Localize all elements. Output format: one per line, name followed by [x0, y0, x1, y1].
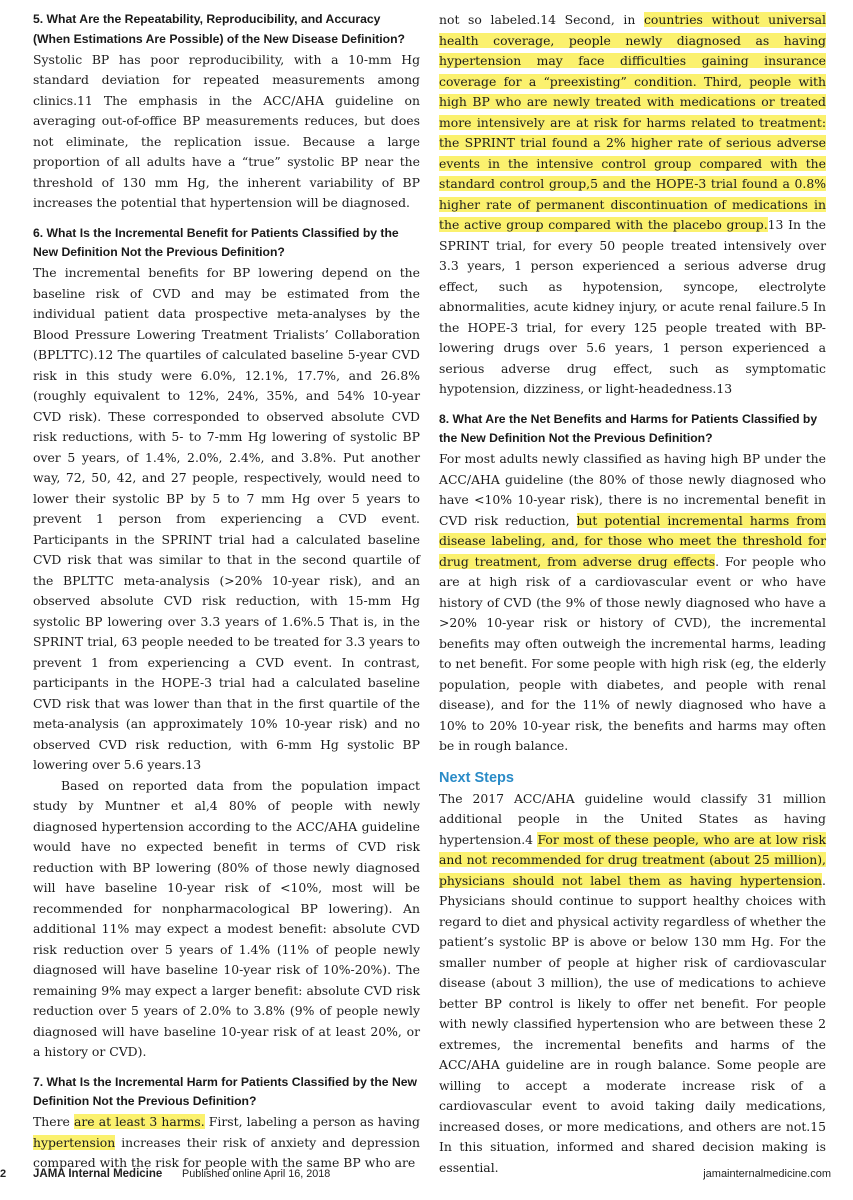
- highlight-coverage-harms: countries without universal health coverage, people newly diagnosed as having hypertension may face difficulties gaining insurance coverage for a “preexisting” condition. Third, people with high BP who are newly treated with medications or treated more intensively are at risk for harms related to treatment: the SPRINT trial found a 2% higher rate of serious adverse events in the intensive control group compared with the standard control group,5 and the HOPE-3 trial found a 0.8% higher rate of permanent discontinuation of medications in the active group compared with the placebo group.: [439, 12, 826, 232]
- section-8-text-a: For most adults newly classified as having high BP under the ACC/AHA guideline (the 80% of those newly diagnosed who have <10% 10-year risk), there is no incremental benefit in CVD risk reduction,: [439, 451, 826, 528]
- section-6-paragraph-2: Based on reported data from the population impact study by Muntner et al,4 80% of people with newly diagnosed hypertension according to the ACC/AHA guideline would have no expected benefit in terms of CVD risk reduction with BP lowering (80% of those newly diagnosed will have baseline 10-year risk of <10%, most will be recommended for nonpharmacological BP lowering). An additional 11% may expect a modest benefit: absolute CVD risk reduction over 5 years of 1.4% (11% of people newly diagnosed will have baseline 10-year risk of 10%-20%). The remaining 9% may expect a larger benefit: absolute CVD risk reduction over 5 years of 2.0% to 3.8% (9% of people newly diagnosed will have baseline 10-year risk of at least 20%, or a history or CVD).: [33, 777, 420, 1060]
- publication-date: Published online April 16, 2018: [182, 1168, 331, 1180]
- section-7-cont-b: 13 In the SPRINT trial, for every 50 people treated intensively over 3.3 years, 1 person experienced a serious adverse drug effect, such as hypotension, syncope, electrolyte abnormalities, acute kidney injury, or acute renal failure.5 In the HOPE-3 trial, for every 125 people treated with BP-lowering drugs over 5.6 years, 1 person experienced a serious adverse drug effect, such as symptomatic hypotension, dizziness, or light-headedness.13: [439, 217, 827, 396]
- section-7-heading: 7. What Is the Incremental Harm for Patients Classified by the New Definition Not the Previous Definition?: [33, 1074, 418, 1109]
- next-steps-text: [439, 789, 826, 1179]
- section-6-heading: 6. What Is the Incremental Benefit for Patients Classified by the New Definition Not the Previous Definition?: [33, 225, 399, 260]
- journal-website: jamainternalmedicine.com: [703, 1168, 831, 1180]
- section-7-continued: [439, 10, 826, 400]
- right-column: [439, 10, 826, 1178]
- journal-name: JAMA Internal Medicine: [33, 1168, 163, 1180]
- next-steps-heading: Next Steps: [439, 769, 514, 786]
- highlight-harms: are at least 3 harms.: [73, 1114, 205, 1130]
- section-7-cont-a: not so labeled.14 Second, in: [439, 12, 644, 27]
- section-7-text-b: First, labeling a person as having: [204, 1114, 420, 1130]
- highlight-hypertension: hypertension: [33, 1134, 116, 1150]
- section-8-heading: 8. What Are the Net Benefits and Harms for Patients Classified by the New Definition Not the Previous Definition?: [439, 411, 818, 446]
- next-steps-text-a: The 2017 ACC/AHA guideline would classify 31 million additional people in the United States as having hypertension.4: [439, 790, 826, 847]
- section-7-text: [33, 1112, 420, 1174]
- next-steps-text-b: . Physicians should continue to support healthy choices with regard to diet and physical activity regardless of whether the patient’s systolic BP is above or below 130 mm Hg. For the smaller number of people at higher risk of cardiovascular disease (about 3 million), the use of medications to achieve better BP control is likely to offer net benefit. For people with newly classified hypertension who are between these 2 extremes, the incremental benefits and harms of the ACC/AHA guideline are in rough balance. Some people are willing to accept a moderate increase risk of a cardiovascular event to avoid taking daily medications, increased doses, or more medications, and others are not.15 In this situation, informed and shared decision making is essential.: [439, 872, 826, 1175]
- highlight-do-not-label: For most of these people, who are at low risk and not recommended for drug treatment (about 25 million), physicians should not label them as having hypertension: [439, 831, 826, 888]
- left-column: [33, 10, 420, 1174]
- page-footer: [0, 1168, 853, 1188]
- page-number: 2: [0, 1168, 7, 1180]
- section-8-text-b: . For people who are at high risk of a cardiovascular event or who have history of CVD (the 9% of those newly diagnosed who have a >20% 10-year risk or history of CVD), the incremental benefits may often outweigh the incremental harms, leading to net benefit. For some people with high risk (eg, the elderly population, people with diabetes, and people with renal disease), and for the 11% of newly diagnosed who have a 10% to 20% 10-year risk, the benefits and harms may often be in rough balance.: [439, 553, 826, 754]
- section-7-text-c: increases their risk of anxiety and depression compared with the risk for people with the same BP who are: [33, 1134, 420, 1171]
- section-8-text: [439, 449, 826, 757]
- section-5-heading: 5. What Are the Repeatability, Reproducibility, and Accuracy (When Estimations Are Possible) of the New Disease Definition?: [33, 12, 406, 46]
- section-6-paragraph-1: The incremental benefits for BP lowering depend on the baseline risk of CVD and may be estimated from the individual patient data prospective meta-analyses by the Blood Pressure Lowering Treatment Trialists’ Collaboration (BPLTTC).12 The quartiles of calculated baseline 5-year CVD risk in this study were 6.0%, 12.1%, 17.7%, and 26.8% (roughly equivalent to 12%, 24%, 35%, and 54% 10-year CVD risk). These corresponded to observed absolute CVD risk reductions, with 5- to 7-mm Hg lowering of systolic BP over 5 years, of 1.4%, 2.0%, 2.4%, and 3.8%. Put another way, 72, 50, 42, and 27 people, respectively, would need to lower their systolic BP by 5 to 7 mm Hg over 5 years to prevent 1 person from experiencing a CVD event. Participants in the SPRINT trial had a calculated baseline CVD risk that was similar to that in the second quartile of the BPLTTC meta-analysis (>20% 10-year risk), and an observed absolute CVD risk reduction, with 15-mm Hg systolic BP lowering over 3.3 years of 1.6%.5 That is, in the SPRINT trial, 63 people needed to be treated for 3.3 years to prevent 1 from experiencing a CVD event. In contrast, participants in the HOPE-3 trial had a calculated baseline CVD risk that was lower than that in the first quartile of the meta-analysis (an approximately 10% 10-year risk) and no observed CVD risk reduction, with 6-mm Hg systolic BP lowering over 5.6 years.13: [33, 265, 420, 773]
- section-5-text: Systolic BP has poor reproducibility, with a 10-mm Hg standard deviation for repeated measurements among clinics.11 The emphasis in the ACC/AHA guideline on averaging out-of-office BP measurements reduces, but does not eliminate, the replication issue. Because a large proportion of all adults have a “true” systolic BP near the threshold of 130 mm Hg, the inherent variability of BP increases the potential that hypertension will be diagnosed.: [33, 51, 420, 211]
- highlight-incremental-harms: but potential incremental harms from disease labeling, and, for those who meet the threshold for drug treatment, from adverse drug effects: [439, 512, 826, 569]
- section-7-text-a: There: [33, 1114, 74, 1130]
